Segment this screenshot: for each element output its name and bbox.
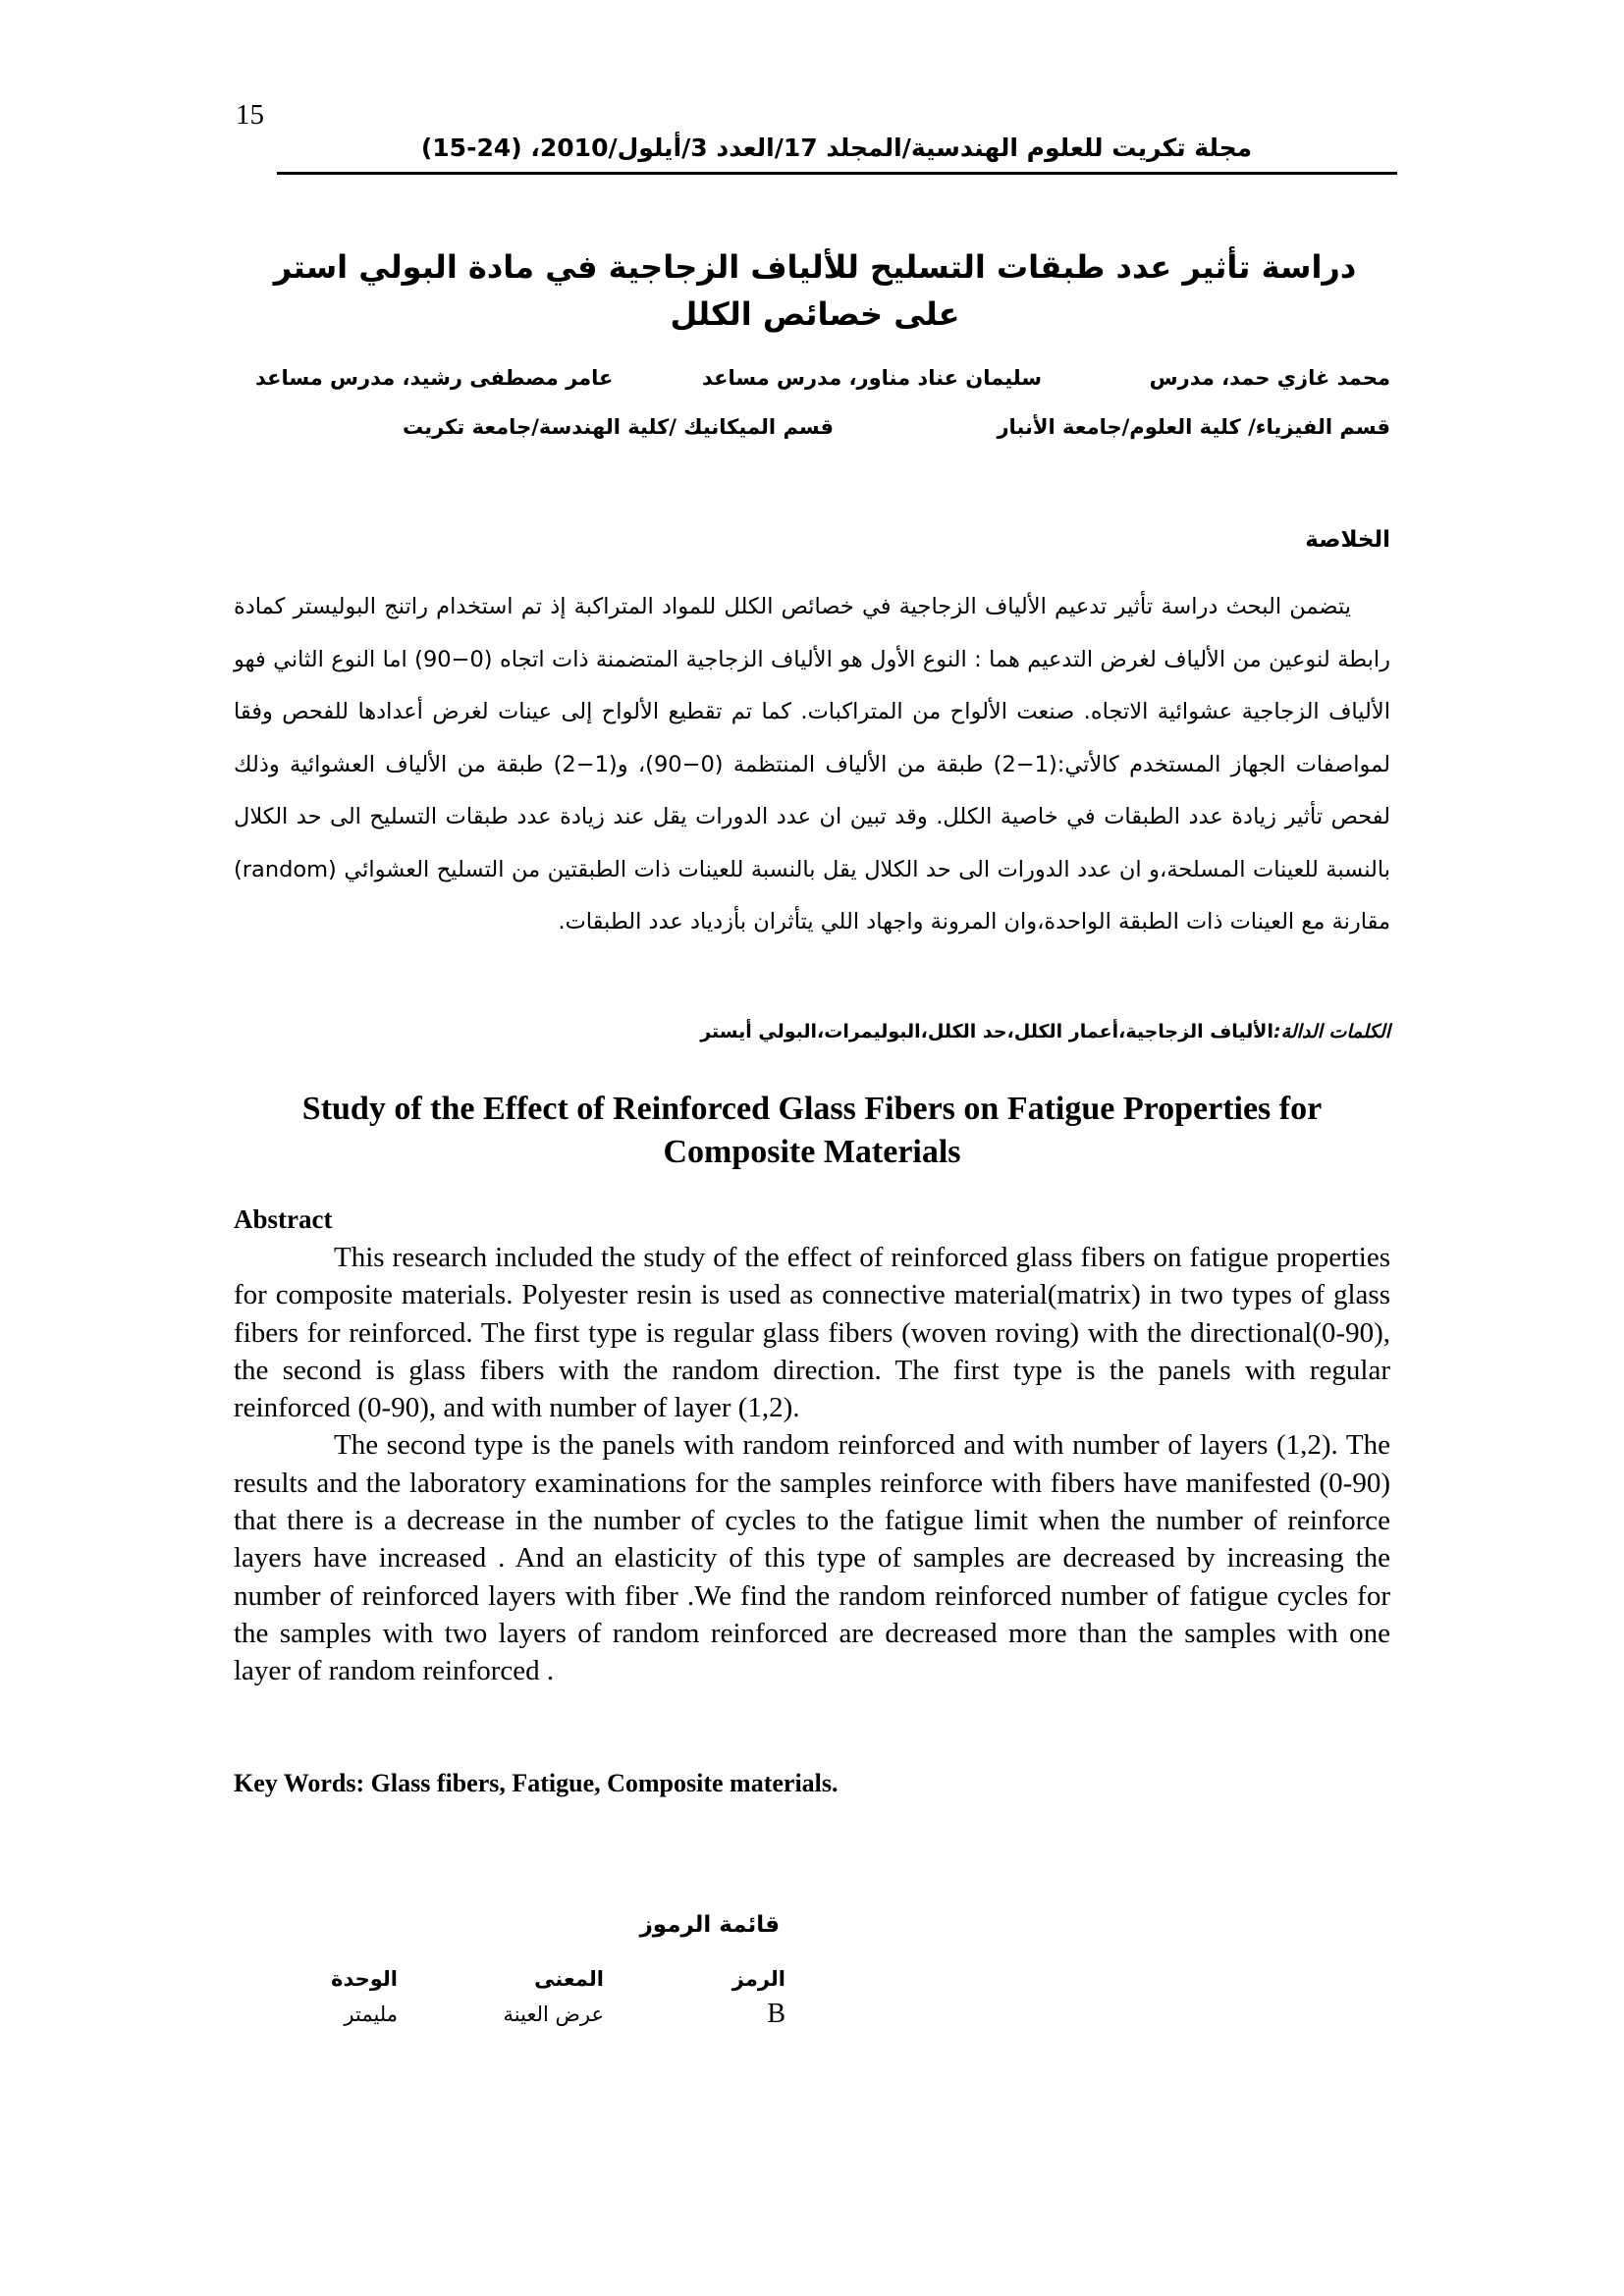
english-abstract-paragraph-2: The second type is the panels with random reinforced and with number of layers (1,2). The results and the laboratory examinations for the samples reinforce with fibers have manifested (0-90) that there is a decrease in the number of cycles to the fatigue limit when the number of reinforce layers have increased . And an elasticity of this type of samples are decreased by increasing the number of reinforced layers with fiber .We find the random reinforced number of fatigue cycles for the samples with two layers of random reinforced are decreased more than the samples with one layer of random reinforced . bbox=[234, 1429, 1390, 1687]
english-title: Study of the Effect of Reinforced Glass Fibers on Fatigue Properties for Composite Materials bbox=[301, 1091, 1323, 1170]
symbols-table bbox=[295, 1962, 785, 2033]
english-abstract-heading: Abstract bbox=[234, 1204, 333, 1234]
table-row bbox=[295, 1998, 785, 2033]
symbol-cell: B bbox=[767, 1999, 785, 2029]
affiliation-1: قسم الفيزياء/ كلية العلوم/جامعة الأنبار bbox=[997, 415, 1390, 439]
column-header-unit: الوحدة bbox=[331, 1967, 398, 1991]
header-divider bbox=[277, 172, 1397, 175]
arabic-keywords bbox=[700, 1017, 1390, 1046]
author-1: محمد غازي حمد، مدرس bbox=[1149, 366, 1390, 390]
arabic-keywords-label: الكلمات الدالة: bbox=[1272, 1021, 1390, 1042]
arabic-keywords-list: الألياف الزجاجية،أعمار الكلل،حد الكلل،البوليمرات،البولي أيستر bbox=[700, 1021, 1273, 1042]
unit-cell: مليمتر bbox=[344, 2002, 398, 2026]
author-2: سليمان عناد مناور، مدرس مساعد bbox=[701, 366, 1042, 390]
english-keywords: Key Words: Glass fibers, Fatigue, Composite materials. bbox=[234, 1769, 839, 1797]
symbols-list-heading: قائمة الرموز bbox=[639, 1912, 780, 1938]
arabic-abstract-text: يتضمن البحث دراسة تأثير تدعيم الألياف الزجاجية في خصائص الكلل للمواد المتراكبة إذ تم استخدام راتنج البوليستر كمادة رابطة لنوعين من الألياف لغرض التدعيم هما : النوع الأول هو الألياف الزجاجية المتضمنة ذات اتجاه (0−90) اما النوع الثاني فهو الألياف الزجاجية عشوائية الاتجاه. صنعت الألواح من المتراكبات. كما تم تقطيع الألواح إلى عينات لغرض أعدادها للفحص وفقا لمواصفات الجهاز المستخدم كالأتي:(1−2) طبقة من الألياف المنتظمة (0−90)، و(1−2) طبقة من الألياف العشوائية وذلك لفحص تأثير زيادة عدد الطبقات في خاصية الكلل. وقد تبين ان عدد الدورات يقل عند زيادة عدد طبقات التسليح الى حد الكلال بالنسبة للعينات المسلحة،و ان عدد الدورات الى حد الكلال يقل بالنسبة للعينات ذات الطبقتين من التسليح العشوائي (random) مقارنة مع العينات ذات الطبقة الواحدة،وان المرونة واجهاد اللي يتأثران بأزدياد عدد الطبقات. bbox=[234, 594, 1390, 934]
meaning-cell: عرض العينة bbox=[503, 2002, 604, 2026]
column-header-symbol: الرمز bbox=[731, 1967, 785, 1991]
arabic-abstract-heading: الخلاصة bbox=[1305, 527, 1390, 553]
author-3: عامر مصطفى رشيد، مدرس مساعد bbox=[255, 366, 614, 390]
journal-running-header: مجلة تكريت للعلوم الهندسية/المجلد 17/العدد 3/أيلول/2010، (24-15) bbox=[420, 133, 1253, 162]
affiliation-2: قسم الميكانيك /كلية الهندسة/جامعة تكريت bbox=[403, 415, 835, 439]
column-header-meaning: المعنى bbox=[534, 1967, 604, 1991]
english-abstract-body bbox=[234, 1239, 1390, 1690]
english-abstract-paragraph-1: This research included the study of the effect of reinforced glass fibers on fatigue properties for composite materials. Polyester resin is used as connective material(matrix) in two types of glass fibers for reinforced. The first type is regular glass fibers (woven roving) with the directional(0-90), the second is glass fibers with the random direction. The first type is the panels with regular reinforced (0-90), and with number of layer (1,2). bbox=[234, 1242, 1390, 1424]
arabic-title: دراسة تأثير عدد طبقات التسليح للألياف الزجاجية في مادة البولي استر على خصائص الكلل bbox=[273, 248, 1357, 333]
page-number: 15 bbox=[236, 99, 264, 131]
symbols-table-header bbox=[295, 1962, 785, 1998]
